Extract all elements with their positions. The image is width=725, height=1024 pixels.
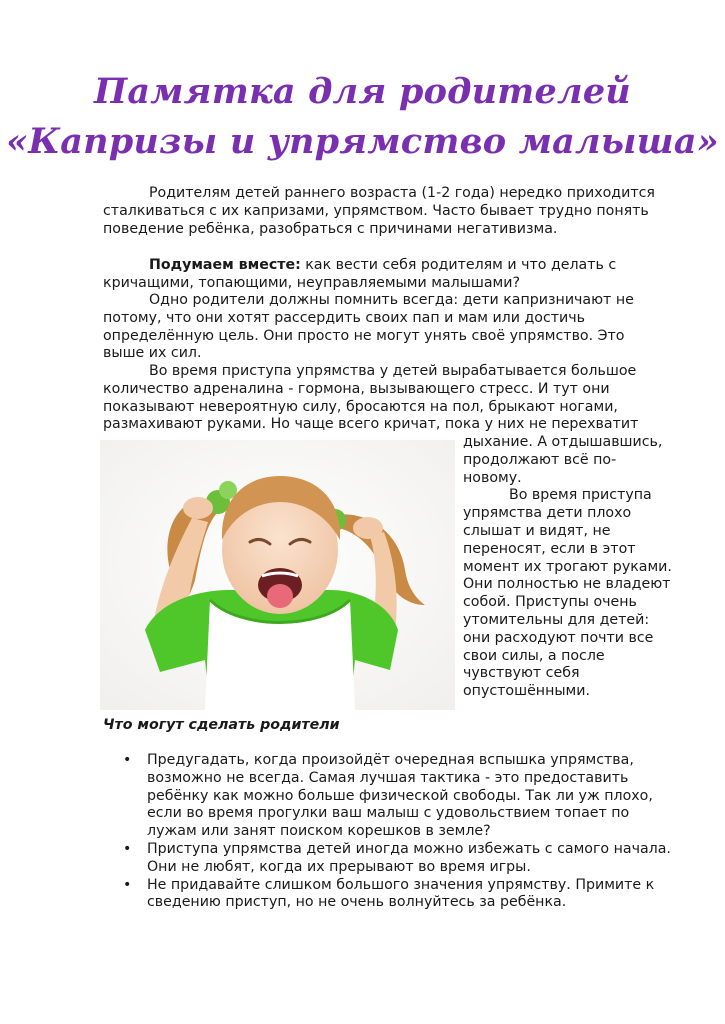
section-title: Что могут сделать родители (103, 717, 340, 733)
think-lead: Подумаем вместе: (149, 257, 301, 273)
list-item: • Не придавайте слишком большого значения упрямству. Примите к сведению приступ, но не очень волнуйтесь за ребёнка. (103, 877, 683, 913)
title-line-2: «Капризы и упрямство малыша» (6, 121, 719, 162)
intro-paragraph: Родителям детей раннего возраста (1-2 года) нередко приходится сталкиваться с их капризами, упрямством. Часто бывает трудно понять поведение ребёнка, разобраться с причинами негативизма. (103, 185, 655, 237)
list-item: • Приступа упрямства детей иногда можно избежать с самого начала. Они не любят, когда их прерывают во время игры. (103, 841, 683, 877)
wrap-paragraph-2: Во время приступа упрямства дети плохо слышат и видят, не переносят, если в этот момент их трогают руками. Они полностью не владеют собой. Приступы очень утомительны для детей: они расходуют почти все свои силы, а после чувствуют себя опустошёнными. (463, 487, 672, 700)
think-together-paragraph (103, 257, 658, 293)
list-item: • Предугадать, когда произойдёт очередная вспышка упрямства, возможно не всегда. Самая лучшая тактика - это предоставить ребёнку как можно больше физической свободы. Так ли уж плохо, если во время прогулки ваш малыш с удовольствием топает по лужам или занят поиском корешков в земле? (103, 752, 683, 841)
think-text: как вести себя родителям и что делать с кричащими, топающими, неуправляемыми малышами? (103, 257, 617, 291)
wrap-block (463, 434, 673, 701)
crying-girl-photo (100, 440, 455, 710)
wrap-paragraph-1: дыхание. А отдышавшись, продолжают всё по-новому. (463, 434, 663, 486)
advice-list (103, 752, 683, 912)
adrenaline-paragraph: Во время приступа упрямства у детей вырабатывается большое количество адреналина - гормона, вызывающего стресс. И тут они показывают невероятную силу, бросаются на пол, брыкают ногами, размахивают руками. Но чаще всего кричат, пока у них не перехватит (103, 363, 639, 433)
remember-paragraph: Одно родители должны помнить всегда: дети капризничают не потому, что они хотят рассердить своих пап и мам или достичь определённую цель. Они просто не могут унять своё упрямство. Это выше их сил. (103, 292, 634, 362)
title-line-1: Памятка для родителей (94, 71, 631, 112)
